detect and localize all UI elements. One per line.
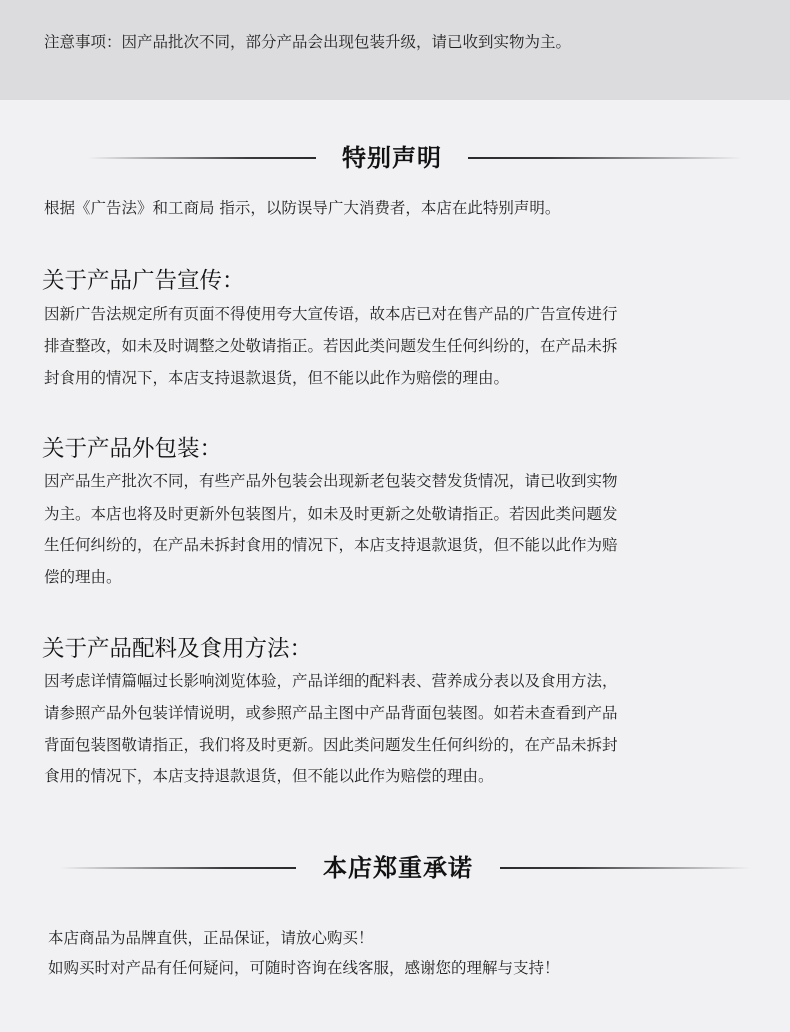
promise-line: 本店商品为品牌直供，正品保证，请放心购买！	[48, 929, 374, 947]
section-line: 食用的情况下，本店支持退款退货，但不能以此作为赔偿的理由。	[44, 767, 494, 785]
section-heading-ingredients: 关于产品配料及食用方法：	[42, 636, 313, 662]
notice-text: 注意事项：因产品批次不同，部分产品会出现包装升级，请已收到实物为主。	[44, 33, 572, 51]
promise-line: 如购买时对产品有任何疑问，可随时咨询在线客服，感谢您的理解与支持！	[48, 959, 560, 977]
section-line: 为主。本店也将及时更新外包装图片，如未及时更新之处敬请指正。若因此类问题发	[44, 505, 618, 523]
section-heading-packaging: 关于产品外包装：	[42, 436, 223, 462]
section-line: 偿的理由。	[44, 568, 122, 586]
section-line: 背面包装图敬请指正，我们将及时更新。因此类问题发生任何纠纷的，在产品未拆封	[44, 736, 618, 754]
promise-title-bar	[0, 848, 790, 888]
section-heading-advertising: 关于产品广告宣传：	[42, 268, 245, 294]
title-divider-right	[468, 157, 742, 159]
section-line: 生任何纠纷的，在产品未拆封食用的情况下，本店支持退款退货，但不能以此作为赔	[44, 536, 618, 554]
section-line: 因产品生产批次不同，有些产品外包装会出现新老包装交替发货情况，请已收到实物	[44, 472, 618, 490]
section-line: 排查整改，如未及时调整之处敬请指正。若因此类问题发生任何纠纷的，在产品未拆	[44, 337, 618, 355]
title-divider-left	[60, 867, 296, 869]
section-line: 封食用的情况下，本店支持退款退货，但不能以此作为赔偿的理由。	[44, 369, 510, 387]
title-divider-right	[500, 867, 750, 869]
section-line: 因考虑详情篇幅过长影响浏览体验，产品详细的配料表、营养成分表以及食用方法，	[44, 672, 618, 690]
section-line: 因新广告法规定所有页面不得使用夸大宣传语，故本店已对在售产品的广告宣传进行	[44, 305, 618, 323]
declaration-intro: 根据《广告法》和工商局 指示，以防误导广大消费者，本店在此特别声明。	[44, 199, 561, 217]
promise-title: 本店郑重承诺	[323, 854, 473, 882]
declaration-title-bar	[0, 138, 790, 178]
title-divider-left	[88, 157, 316, 159]
top-notice-banner	[0, 0, 790, 100]
section-line: 请参照产品外包装详情说明，或参照产品主图中产品背面包装图。如若未查看到产品	[44, 704, 618, 722]
declaration-title: 特别声明	[342, 144, 442, 172]
